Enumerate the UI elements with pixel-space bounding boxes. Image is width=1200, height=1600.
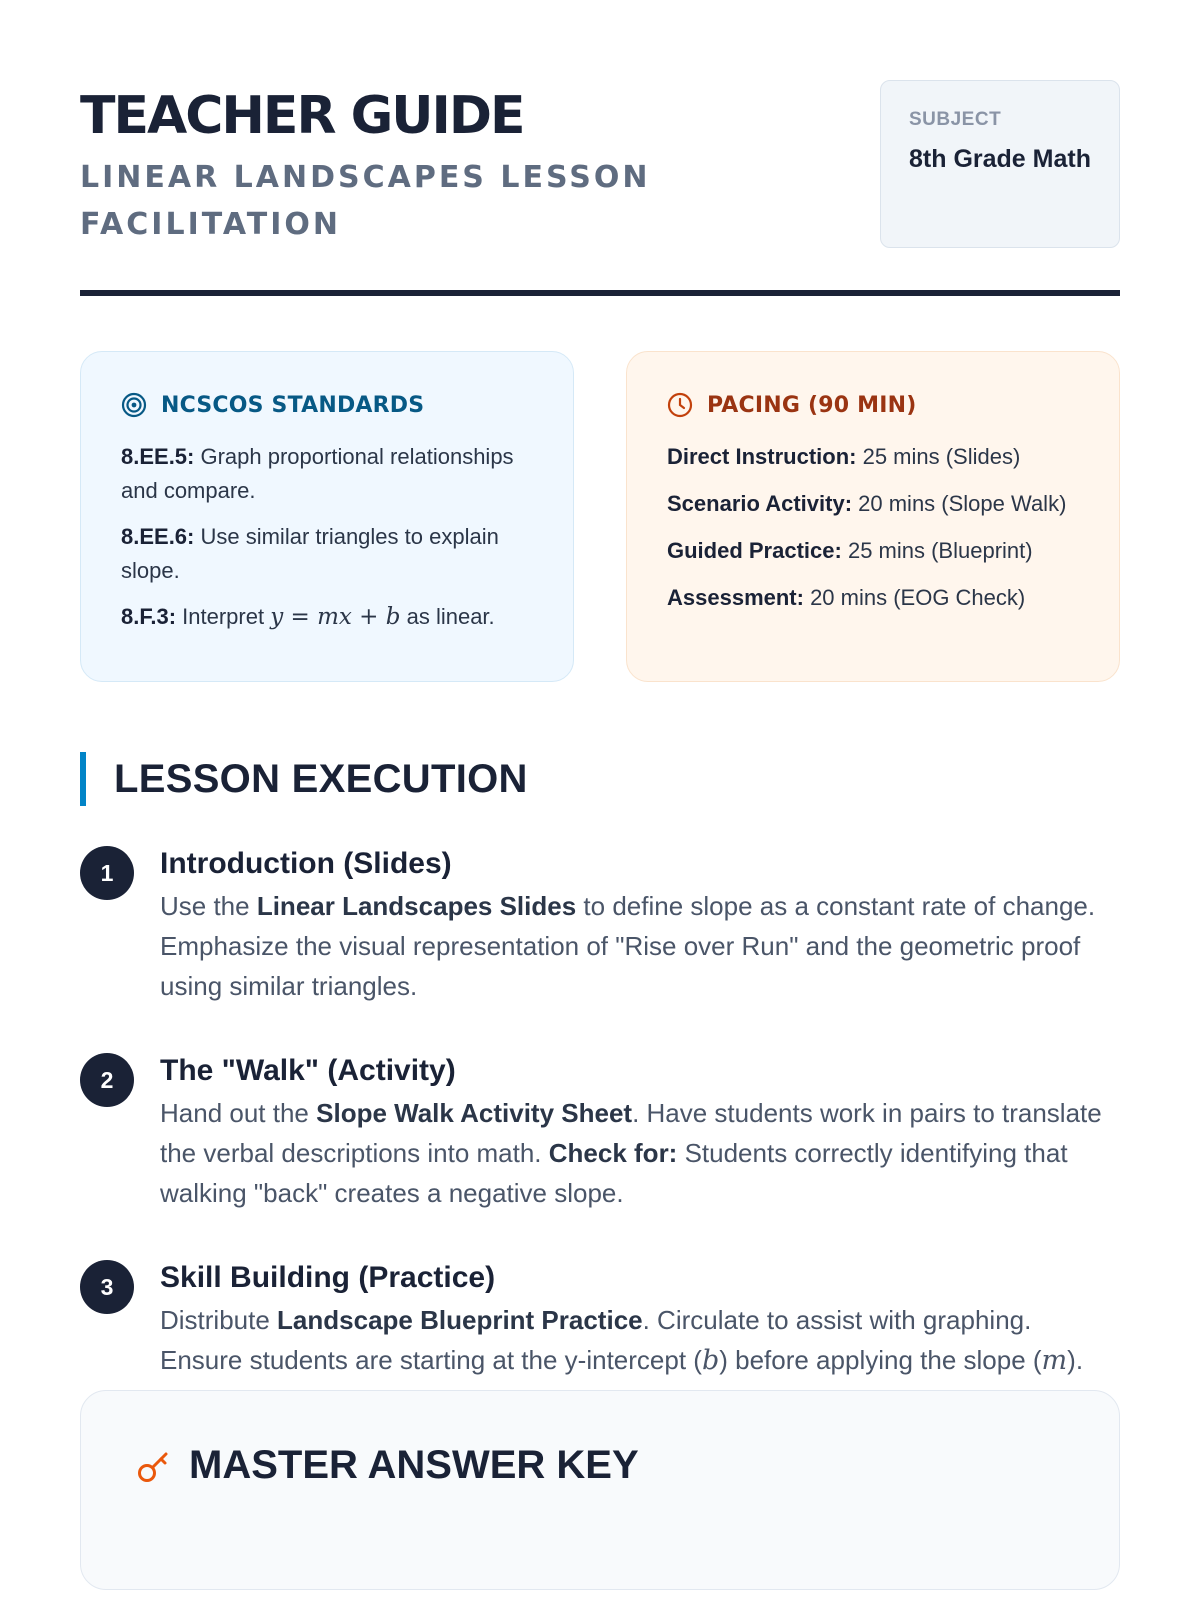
pacing-value: 25 mins (Blueprint) bbox=[841, 538, 1033, 563]
pacing-list bbox=[667, 440, 1079, 615]
step-description: Hand out the Slope Walk Activity Sheet. Have students work in pairs to translate the verbal descriptions into math. Check for: Students correctly identifying that walking "back" creates a negative slope. bbox=[160, 1098, 1102, 1208]
standard-text: Graph proportional relationships and compare. bbox=[121, 444, 514, 503]
clock-icon bbox=[667, 392, 693, 418]
standards-heading-text: NCSCOS STANDARDS bbox=[161, 392, 425, 418]
key-icon bbox=[135, 1447, 173, 1485]
subject-value: 8th Grade Math bbox=[909, 145, 1091, 173]
answer-key-heading bbox=[135, 1443, 1065, 1488]
standard-code: 8.F.3: bbox=[121, 604, 177, 629]
section-accent-bar bbox=[80, 752, 86, 806]
answer-key-title: MASTER ANSWER KEY bbox=[189, 1443, 639, 1487]
standard-item bbox=[121, 600, 533, 634]
page-title: TEACHER GUIDE bbox=[80, 86, 524, 146]
pacing-item bbox=[667, 487, 1079, 521]
standard-text: as linear. bbox=[400, 604, 495, 629]
lesson-execution-heading bbox=[80, 752, 528, 806]
step-number-badge: 1 bbox=[80, 846, 134, 900]
standard-code: 8.EE.6: bbox=[121, 524, 195, 549]
page-header bbox=[80, 80, 1120, 290]
step-number-badge: 3 bbox=[80, 1260, 134, 1314]
target-icon bbox=[121, 392, 147, 418]
step-title: The "Walk" (Activity) bbox=[160, 1054, 456, 1087]
pacing-card bbox=[626, 351, 1120, 682]
pacing-label: Scenario Activity: bbox=[667, 491, 853, 516]
standard-text: Interpret bbox=[176, 604, 271, 629]
teacher-guide-page bbox=[80, 80, 1120, 1376]
standards-heading bbox=[121, 392, 533, 418]
linear-equation: y = mx + b bbox=[270, 604, 401, 630]
pacing-label: Guided Practice: bbox=[667, 538, 842, 563]
pacing-label: Direct Instruction: bbox=[667, 444, 857, 469]
pacing-value: 25 mins (Slides) bbox=[856, 444, 1021, 469]
page-subtitle: LINEAR LANDSCAPES LESSON FACILITATION bbox=[80, 160, 651, 242]
pacing-label: Assessment: bbox=[667, 585, 804, 610]
pacing-value: 20 mins (EOG Check) bbox=[803, 585, 1026, 610]
standard-item bbox=[121, 440, 533, 508]
answer-key-panel bbox=[80, 1390, 1120, 1590]
lesson-step-2 bbox=[80, 1051, 1120, 1213]
step-title: Skill Building (Practice) bbox=[160, 1261, 496, 1294]
lesson-step-1 bbox=[80, 844, 1120, 1006]
standards-card bbox=[80, 351, 574, 682]
standard-item bbox=[121, 520, 533, 588]
step-number-badge: 2 bbox=[80, 1053, 134, 1107]
lesson-step-3 bbox=[80, 1258, 1120, 1381]
pacing-item bbox=[667, 581, 1079, 615]
standard-code: 8.EE.5: bbox=[121, 444, 195, 469]
pacing-item bbox=[667, 534, 1079, 568]
step-description: Use the Linear Landscapes Slides to define slope as a constant rate of change. Emphasize the visual representation of "Rise over Run" and the geometric proof using similar triangles. bbox=[160, 891, 1096, 1001]
step-title: Introduction (Slides) bbox=[160, 847, 452, 880]
step-description: Distribute Landscape Blueprint Practice. Circulate to assist with graphing. Ensure students are starting at the y-intercept (b) before applying the slope (m). bbox=[160, 1305, 1084, 1376]
standard-text: Use similar triangles to explain slope. bbox=[121, 524, 499, 583]
pacing-item bbox=[667, 440, 1079, 474]
header-divider bbox=[80, 290, 1120, 296]
info-cards bbox=[80, 351, 1120, 682]
pacing-heading bbox=[667, 392, 1079, 418]
standards-list bbox=[121, 440, 533, 634]
subject-label: SUBJECT bbox=[909, 109, 1002, 130]
pacing-value: 20 mins (Slope Walk) bbox=[852, 491, 1067, 516]
pacing-heading-text: PACING (90 MIN) bbox=[707, 392, 917, 418]
section-title: LESSON EXECUTION bbox=[114, 756, 528, 801]
subject-box bbox=[880, 80, 1120, 248]
